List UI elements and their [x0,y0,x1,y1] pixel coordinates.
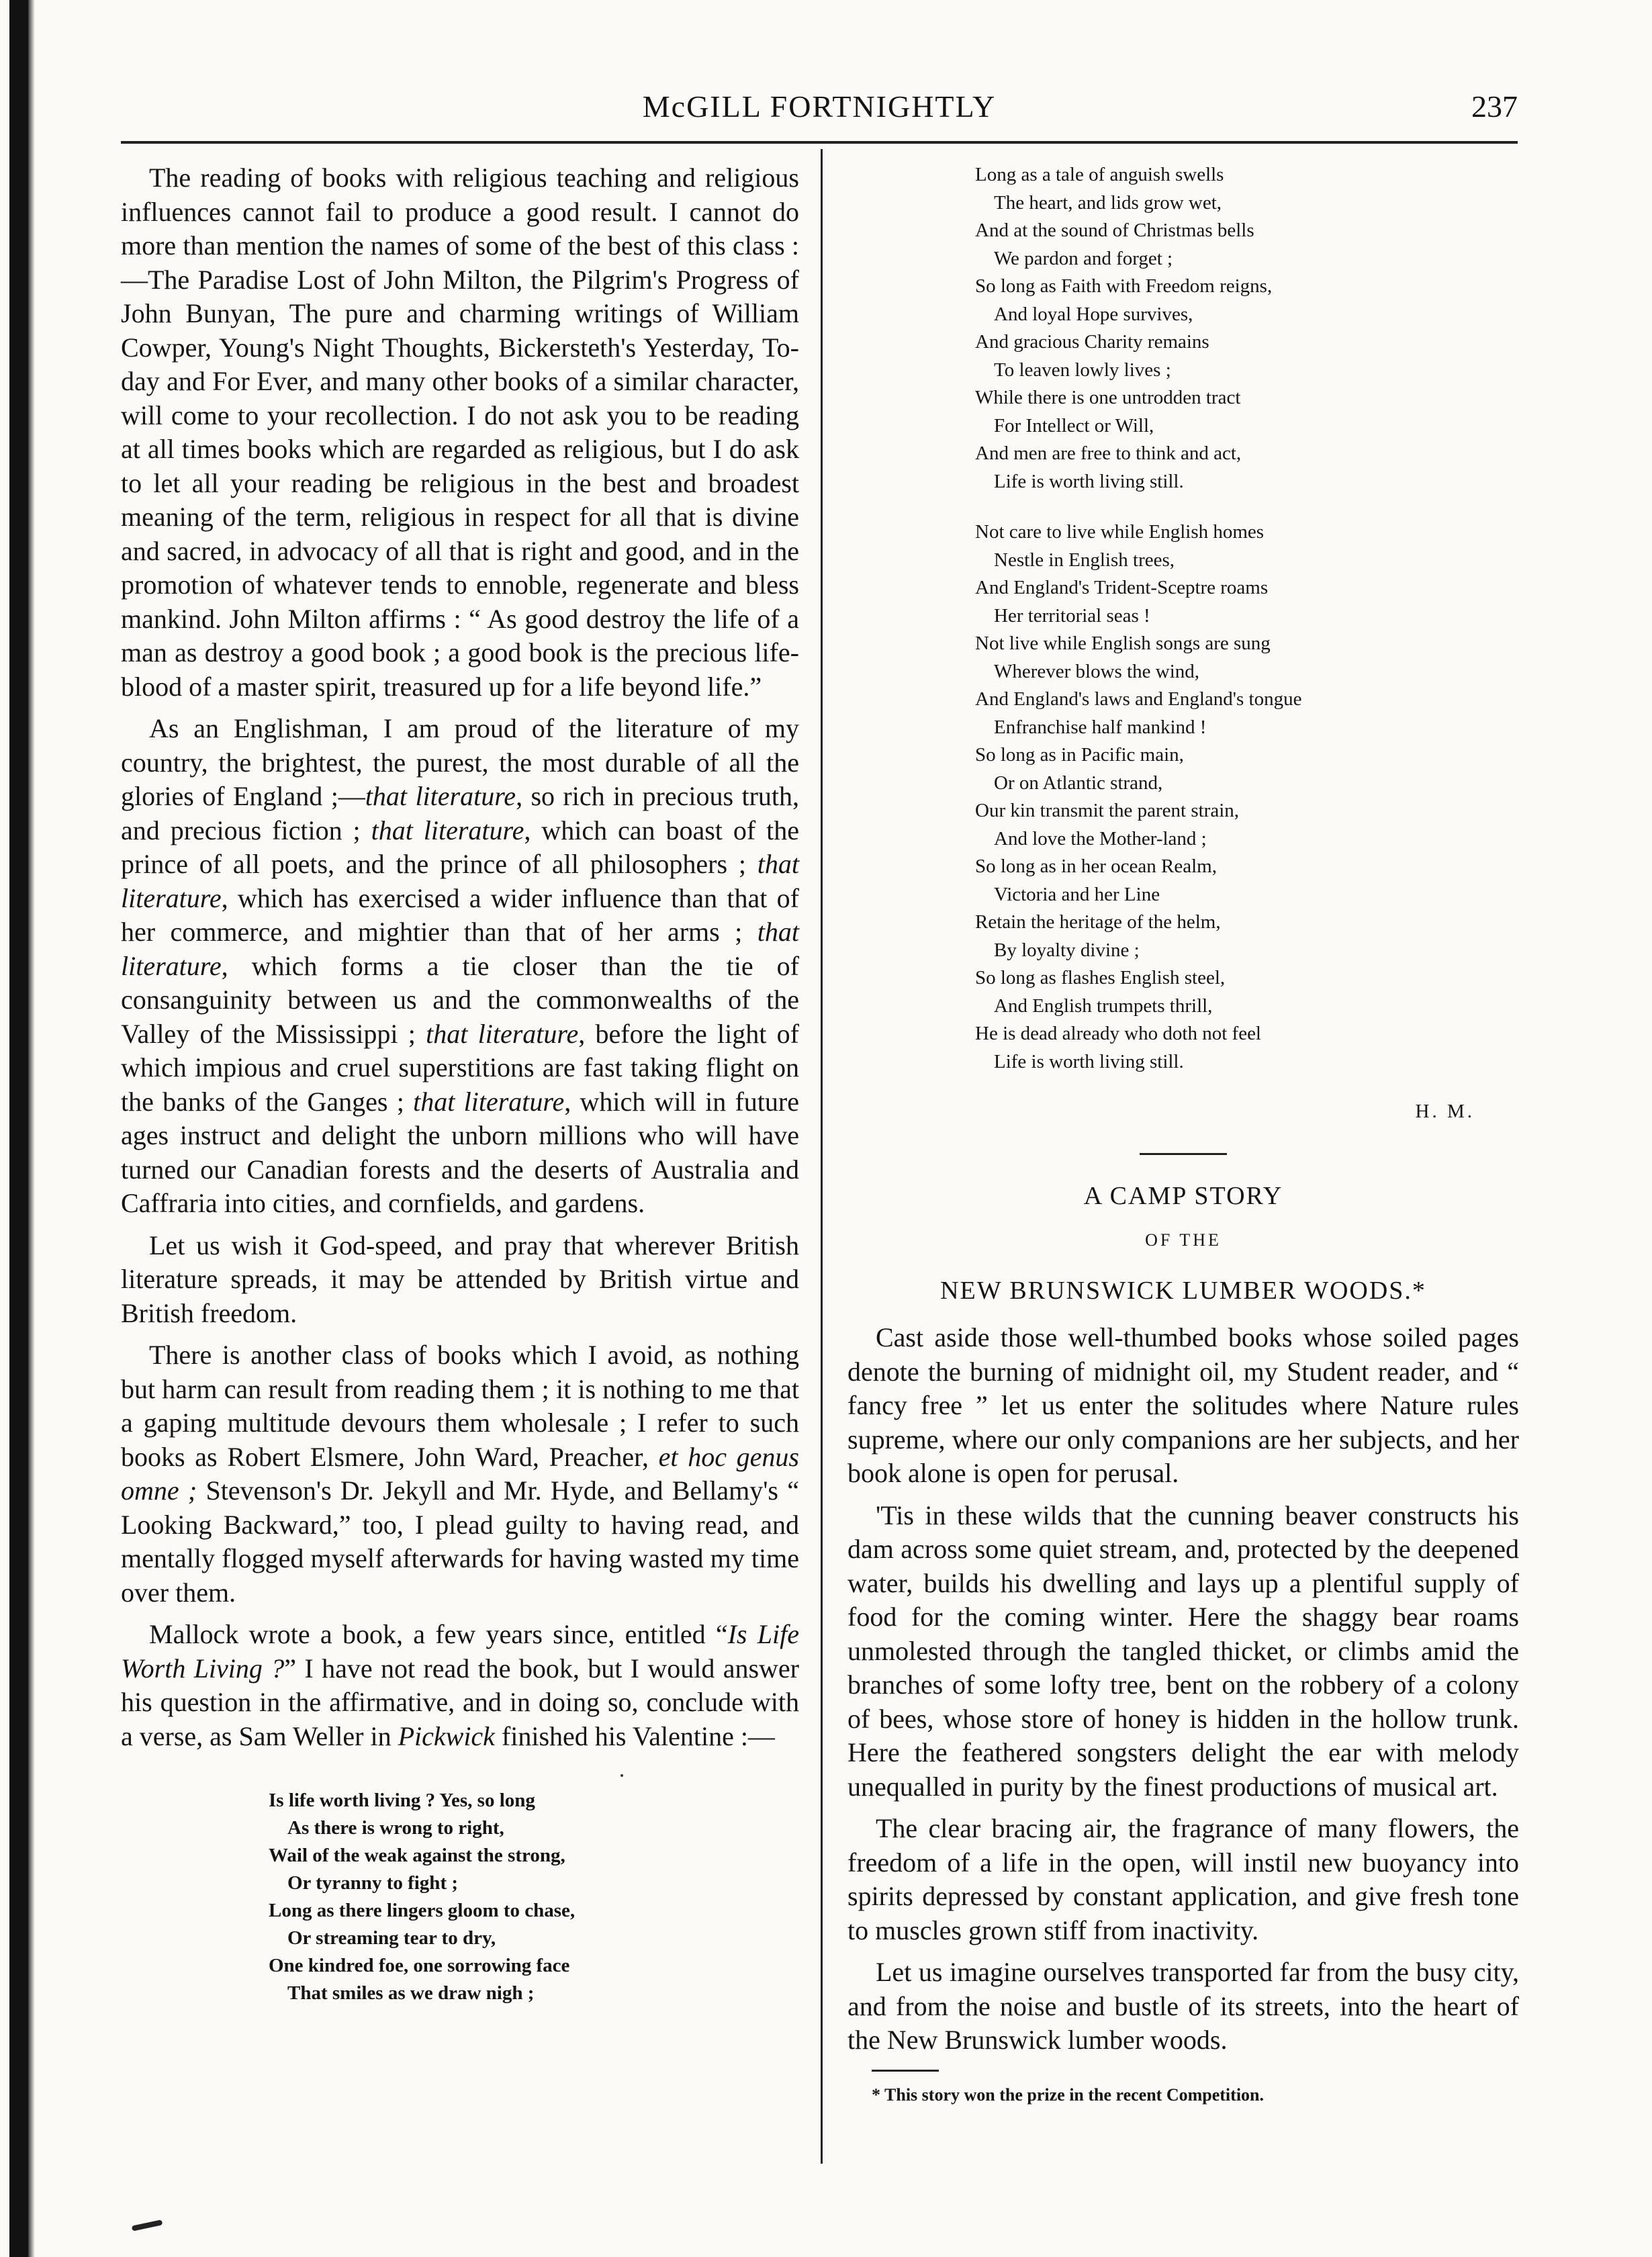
text-run: The reading of books with religious teaching and religious influences cannot fail to produce a good result. I cannot do more than mention the names of some of the best of this class :—The Paradise Lost of John Milton, the Pilgrim's Progress of John Bunyan, The pure and charming writings of William Cowper, Young's Night Thoughts, Bickersteth's Yesterday, To-day and For Ever, and many other books of a similar character, will come to your recollection. I do not ask you to be reading at all times books which are regarded as religious, but I do ask to let all your reading be religious in the best and broadest meaning of the term, religious in respect for all that is divine and sacred, in advocacy of all that is right and good, and in the promotion of whatever tends to ennoble, regenerate and bless mankind. John Milton affirms : “ As good destroy the life of a man as destroy a good book ; a good book is the precious life-blood of a master spirit, treasured up for a life beyond life.” [121,163,799,702]
story-of: OF THE [1145,1230,1222,1250]
poem-line: Retain the heritage of the helm, [975,911,1221,933]
right-column [847,161,1519,2112]
poem-line: Victoria and her Line [994,883,1160,905]
poem-line: One kindred foe, one sorrowing face [269,1955,570,1976]
left-poem [269,1787,799,2007]
poem-line: He is dead already who doth not feel [975,1023,1261,1044]
poem-line: Not live while English songs are sung [975,633,1271,654]
poem-line: So long as flashes English steel, [975,967,1226,988]
poem-line: While there is one untrodden tract [975,387,1241,408]
poem-line: We pardon and forget ; [994,247,1173,269]
poem-line: Or on Atlantic strand, [994,772,1163,794]
poem-stanza [975,518,1519,1076]
text-run: There is another class of books which I avoid, as nothing but harm can result from reading them ; it is nothing to me that a gaping multitude devours them wholesale ; I refer to such books as Robert Elsmere, John Ward, Preacher, [121,1340,799,1472]
left-column [121,161,799,2007]
ink-mark [132,2219,163,2231]
poem-line: Or streaming tear to dry, [287,1927,496,1949]
text-run: , which will in future ages instruct and delight the unborn millions who will have turned our Canadian forests and the deserts of Australia and Caffraria into cities, and cornfields, and gardens. [121,1086,799,1218]
binding-edge [9,0,35,2257]
poem-line: For Intellect or Will, [994,414,1154,436]
text-run: , which has exercised a wider influence than that of her commerce, and mightier than that of her arms ; [121,882,799,947]
column-divider [821,149,823,2164]
italic-run: Pickwick [398,1720,495,1751]
poem-line: And English trumpets thrill, [994,995,1213,1017]
text-run: Let us wish it God-speed, and pray that wherever British literature spreads, it may be attended by British virtue and British freedom. [121,1230,799,1328]
poem-signature: H. M. [1415,1101,1475,1122]
poem-line: Life is worth living still. [994,1050,1184,1072]
paragraph [121,1618,799,1753]
story-subtitle: NEW BRUNSWICK LUMBER WOODS.* [940,1276,1426,1305]
poem-line: The heart, and lids grow wet, [994,191,1222,214]
italic-run: that literature [426,1018,579,1049]
italic-run: that literature [121,849,799,913]
paragraph [121,712,799,1221]
poem-line: As there is wrong to right, [287,1817,504,1839]
journal-title: McGILL FORTNIGHTLY [642,89,997,124]
poem-line: So long as Faith with Freedom reigns, [975,275,1273,297]
footnote-rule [872,2070,939,2072]
italic-run: et hoc genus omne ; [121,1441,799,1506]
italic-run: that literature [121,917,799,981]
section-rule [1140,1153,1227,1155]
paragraph: Cast aside those well-thumbed books whose soiled pages denote the burning of midnight oil, my Student reader, and “ fancy free ” let us enter the solitudes where Nature rules supreme, where our only companions are her subjects, and her book alone is open for perusal. [847,1322,1519,1488]
page-number: 237 [1471,89,1518,124]
paragraph [121,1338,799,1610]
poem-line: Long as a tale of anguish swells [975,164,1224,185]
poem-line: Not care to live while English homes [975,521,1265,543]
poem-line: Nestle in English trees, [994,549,1175,571]
poem-line: Long as there lingers gloom to chase, [269,1900,576,1921]
poem-line: Enfranchise half mankind ! [994,716,1207,738]
text-run: Mallock wrote a book, a few years since, entitled “ [149,1619,728,1649]
text-run: , before the light of which impious and cruel superstitions are fast taking flight on the banks of the Ganges ; [121,1018,799,1117]
text-run: As an Englishman, I am proud of the literature of my country, the brightest, the purest, the most durable of all the glories of England ;— [121,713,799,811]
text-run: , which can boast of the prince of all poets, and the prince of all philosophers ; [121,815,799,879]
text-run: , which forms a tie closer than the tie of consanguinity between us and the commonwealths of the Valley of the Mississippi ; [121,950,799,1049]
paragraph: 'Tis in these wilds that the cunning beaver constructs his dam across some quiet stream, and, protected by the deepened water, builds his dwelling and lays up a plentiful supply of food for the coming winter. Here the shaggy bear roams unmolested through the tangled thicket, or climbs amid the branches of some lofty tree, bent on the robbery of a colony of bees, whose store of honey is hidden in the hollow trunk. Here the feathered songsters delight the ear with melody unequalled in purity by the finest productions of musical art. [847,1500,1519,1802]
paragraph [121,1229,799,1331]
poem-line: And loyal Hope survives, [994,303,1193,325]
poem-line: And England's Trident-Sceptre roams [975,577,1269,598]
text-run: Stevenson's Dr. Jekyll and Mr. Hyde, and Bellamy's “ Looking Backward,” too, I plead guilty to having read, and mentally flogged myself afterwards for having wasted my time over them. [121,1475,799,1608]
text-run: ” I have not read the book, but I would answer his question in the affirmative, and in doing so, conclude with a verse, as Sam Weller in [121,1653,799,1751]
paragraph: The clear bracing air, the fragrance of many flowers, the freedom of a life in the open, will instil new buoyancy into spirits depressed by constant application, and give fresh tone to muscles grown stiff from inactivity. [847,1813,1519,1945]
paragraph: Let us imagine ourselves transported far from the busy city, and from the noise and bustle of its streets, into the heart of the New Brunswick lumber woods. [847,1957,1519,2055]
poem-line: Life is worth living still. [994,470,1184,492]
story-paragraphs [847,1321,1519,2058]
poem-line: And men are free to think and act, [975,443,1242,464]
paragraph [121,161,799,704]
page-header [121,89,1518,136]
ink-dot [621,1774,623,1777]
header-rule [121,141,1518,144]
text-run: , so rich in precious truth, and precious fiction ; [121,781,799,845]
italic-run: Is Life Worth Living ? [121,1619,799,1684]
poem-line: Is life worth living ? Yes, so long [269,1790,535,1811]
poem-line: So long as in her ocean Realm, [975,856,1217,877]
poem-line: Wherever blows the wind, [994,660,1200,682]
footnote: * This story won the prize in the recent Competition. [872,2084,1264,2105]
poem-line: Our kin transmit the parent strain, [975,800,1240,821]
poem-line: Or tyranny to fight ; [287,1872,459,1894]
italic-run: that literature [365,781,516,811]
poem-stanza [975,161,1519,496]
text-run: finished his Valentine :— [494,1720,775,1751]
poem-line: By loyalty divine ; [994,939,1140,961]
left-paragraphs [121,161,799,1753]
story-title: A CAMP STORY [1083,1181,1283,1210]
poem-line: And England's laws and England's tongue [975,688,1302,710]
italic-run: that literature [413,1086,565,1117]
italic-run: that literature [371,815,524,845]
poem-line: And love the Mother-land ; [994,827,1207,849]
poem-line: That smiles as we draw nigh ; [287,1982,535,2004]
right-poem [975,161,1519,1076]
poem-line: Wail of the weak against the strong, [269,1845,565,1866]
poem-line: And at the sound of Christmas bells [975,220,1254,241]
poem-line: Her territorial seas ! [994,604,1150,627]
poem-line: And gracious Charity remains [975,331,1209,353]
poem-line: To leaven lowly lives ; [994,359,1171,381]
poem-line: So long as in Pacific main, [975,744,1184,766]
